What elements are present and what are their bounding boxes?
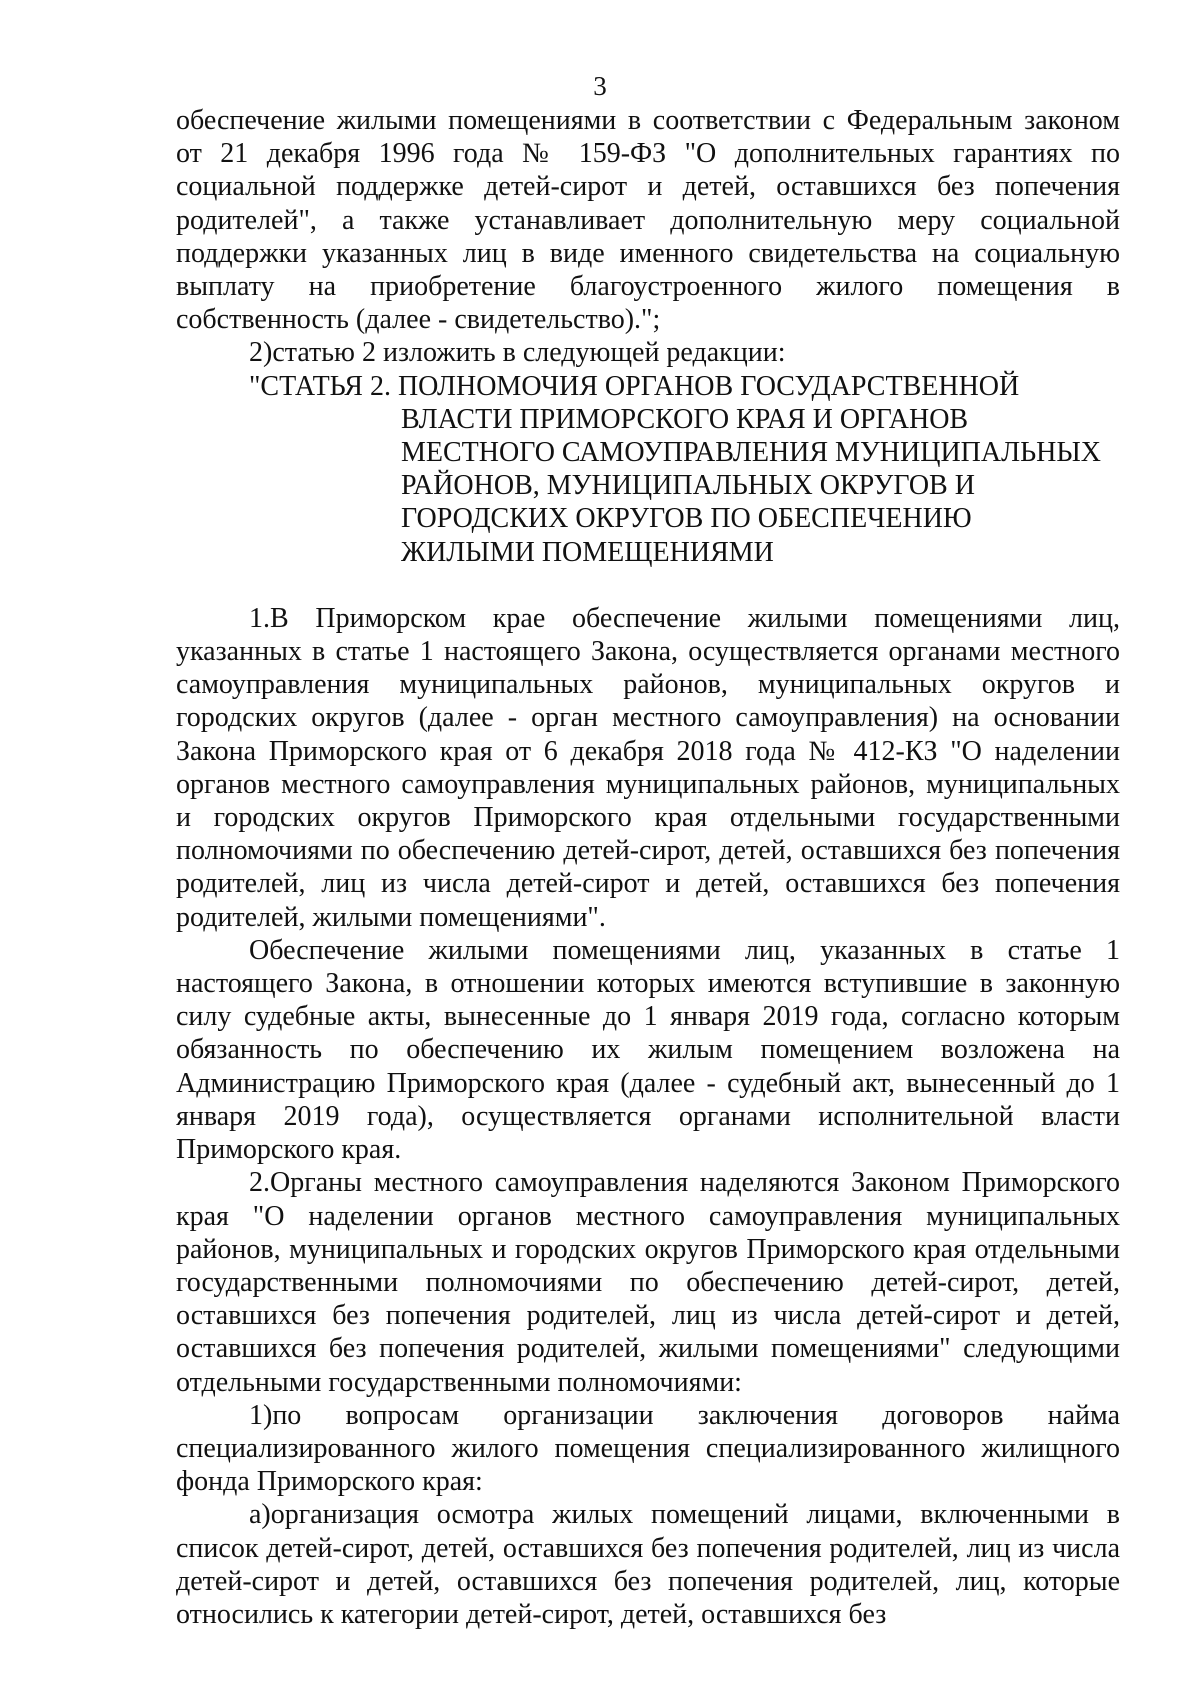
body-paragraph: 1.В Приморском крае обеспечение жилыми помещениями лиц, указанных в статье 1 настоящего Закона, осуществляется органами местного самоуправления муниципальных районов, муниципальных округов и городских округов (далее - орган местного самоуправления) на основании Закона Приморского края от 6 декабря 2018 года № 412-КЗ "О наделении органов местного самоуправления муниципальных районов, муниципальных и городских округов Приморского края отдельными государственными полномочиями по обеспечению детей-сирот, детей, оставшихся без попечения родителей, лиц из числа детей-сирот и детей, оставшихся без попечения родителей, жилыми помещениями". — [176, 602, 1120, 933]
amendment-item-2: 2)статью 2 изложить в следующей редакции: — [249, 337, 786, 369]
body-paragraph: а)организация осмотра жилых помещений лицами, включенными в список детей-сирот, детей, оставшихся без попечения родителей, лиц из числа детей-сирот и детей, оставшихся без попечения родителей, лиц, которые относились к категории детей-сирот, детей, оставшихся без — [176, 1499, 1120, 1630]
article-heading-line: ЖИЛЫМИ ПОМЕЩЕНИЯМИ — [401, 536, 774, 568]
page-number: 3 — [593, 71, 607, 101]
article-heading-line: МЕСТНОГО САМОУПРАВЛЕНИЯ МУНИЦИПАЛЬНЫХ — [401, 437, 1102, 469]
article-heading — [176, 370, 1120, 569]
body-paragraph: Обеспечение жилыми помещениями лиц, указанных в статье 1 настоящего Закона, в отношении которых имеются вступившие в законную силу судебные акты, вынесенные до 1 января 2019 года, согласно которым обязанность по обеспечению их жилым помещением возложена на Администрацию Приморского края (далее - судебный акт, вынесенный до 1 января 2019 года), осуществляется органами исполнительной власти Приморского края. — [176, 934, 1120, 1166]
article-heading-line: "СТАТЬЯ 2. ПОЛНОМОЧИЯ ОРГАНОВ ГОСУДАРСТВЕННОЙ — [249, 370, 1020, 402]
body-paragraph: 1)по вопросам организации заключения договоров найма специализированного жилого помещения специализированного жилищного фонда Приморского края: — [176, 1399, 1120, 1498]
article-heading-line: ГОРОДСКИХ ОКРУГОВ ПО ОБЕСПЕЧЕНИЮ — [401, 503, 972, 535]
article-heading-line: РАЙОНОВ, МУНИЦИПАЛЬНЫХ ОКРУГОВ И — [401, 470, 975, 502]
continued-paragraph: обеспечение жилыми помещениями в соответствии с Федеральным законом от 21 декабря 1996 года № 159-ФЗ "О дополнительных гарантиях по социальной поддержке детей-сирот и детей, оставшихся без попечения родителей", а также устанавливает дополнительную меру социальной поддержки указанных лиц в виде именного свидетельства на социальную выплату на приобретение благоустроенного жилого помещения в собственность (далее - свидетельство)."; — [176, 105, 1120, 336]
article-heading-line: ВЛАСТИ ПРИМОРСКОГО КРАЯ И ОРГАНОВ — [401, 403, 969, 435]
body-paragraph: 2.Органы местного самоуправления наделяются Законом Приморского края "О наделении органов местного самоуправления муниципальных районов, муниципальных и городских округов Приморского края отдельными государственными полномочиями по обеспечению детей-сирот, детей, оставшихся без попечения родителей, лиц из числа детей-сирот и детей, оставшихся без попечения родителей, жилыми помещениями" следующими отдельными государственными полномочиями: — [176, 1167, 1120, 1398]
document-body — [176, 104, 1120, 1631]
